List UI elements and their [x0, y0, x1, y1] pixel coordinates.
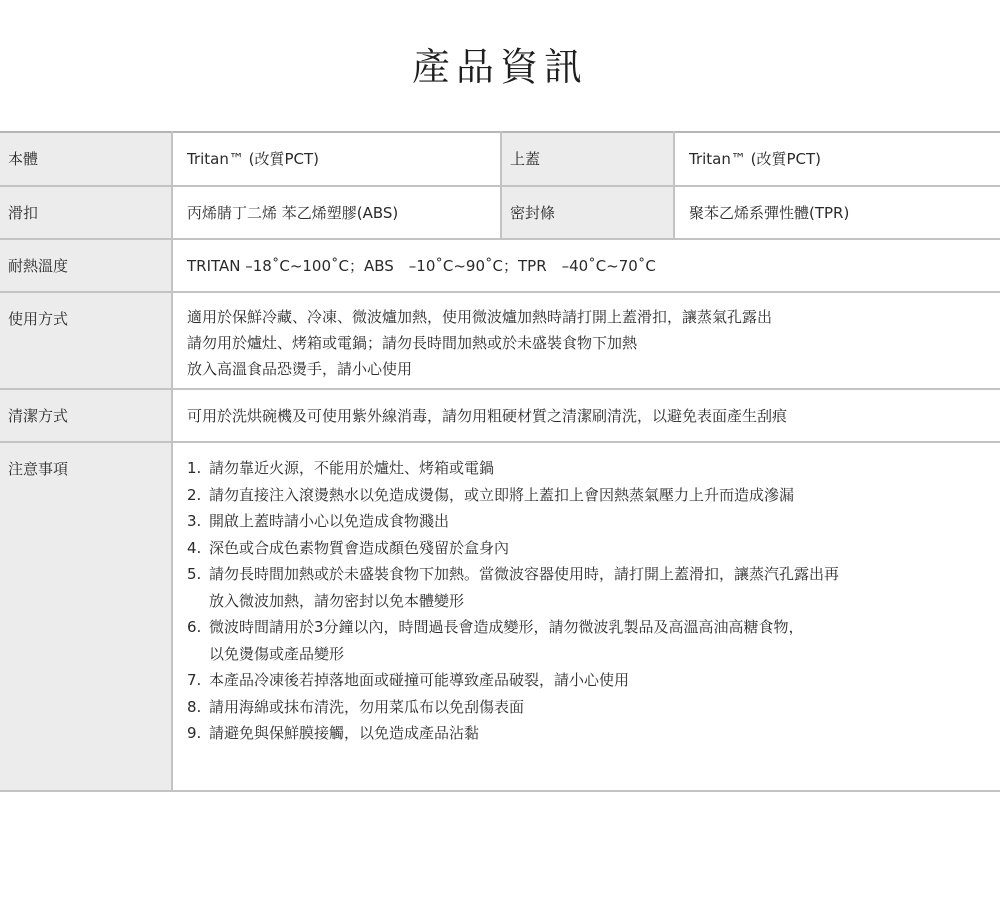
- list-item: 2. 請勿直接注入滾燙熱水以免造成燙傷，或立即將上蓋扣上會因熱蒸氣壓力上升而造成滲漏: [187, 485, 795, 504]
- row-label-cleaning: 清潔方式: [0, 389, 172, 442]
- row-value-lid: Tritan™ (改質PCT): [674, 132, 1000, 186]
- table-row-body: [0, 132, 1000, 186]
- row-label-heat: 耐熱溫度: [0, 239, 172, 292]
- row-label-lid: 上蓋: [501, 132, 674, 186]
- list-item: 5. 請勿長時間加熱或於未盛裝食物下加熱。當微波容器使用時，請打開上蓋滑扣，讓蒸汽孔露出再 放入微波加熱，請勿密封以免本體變形: [187, 565, 840, 610]
- row-label-seal: 密封條: [501, 186, 674, 239]
- usage-line: 放入高溫食品恐燙手，請小心使用: [187, 360, 413, 378]
- list-item: 8. 請用海綿或抹布清洗，勿用菜瓜布以免刮傷表面: [187, 697, 525, 716]
- row-label-usage: 使用方式: [0, 292, 172, 389]
- row-label-body: 本體: [0, 132, 172, 186]
- table-row-usage: [0, 292, 1000, 389]
- row-value-seal: 聚苯乙烯系彈性體(TPR): [674, 186, 1000, 239]
- list-item: 3. 開啟上蓋時請小心以免造成食物濺出: [187, 512, 450, 530]
- table-row-notes: [0, 442, 1000, 791]
- list-item: 1. 請勿靠近火源，不能用於爐灶、烤箱或電鍋: [187, 459, 495, 477]
- row-value-cleaning: 可用於洗烘碗機及可使用紫外線消毒，請勿用粗硬材質之清潔刷清洗，以避免表面產生刮痕: [172, 389, 1000, 442]
- row-value-latch: 丙烯腈丁二烯 苯乙烯塑膠(ABS): [172, 186, 501, 239]
- usage-line: 請勿用於爐灶、烤箱或電鍋；請勿長時間加熱或於未盛裝食物下加熱: [187, 334, 638, 352]
- table-row-heat: [0, 239, 1000, 292]
- row-label-notes: 注意事項: [0, 442, 172, 791]
- list-item: 4. 深色或合成色素物質會造成顏色殘留於盒身內: [187, 538, 510, 557]
- product-spec-table: [0, 131, 1000, 792]
- row-value-usage: [172, 292, 1000, 389]
- page-title: 產品資訊: [411, 45, 588, 89]
- list-item: 9. 請避免與保鮮膜接觸，以免造成產品沾黏: [187, 724, 480, 742]
- row-value-heat: TRITAN –18˚C~100˚C；ABS –10˚C~90˚C；TPR –40˚C~70˚C: [172, 239, 1000, 292]
- row-value-notes: [172, 442, 1000, 791]
- row-value-body: Tritan™ (改質PCT): [172, 132, 501, 186]
- usage-line: 適用於保鮮冷藏、冷凍、微波爐加熱，使用微波爐加熱時請打開上蓋滑扣，讓蒸氣孔露出: [187, 308, 773, 326]
- notes-list: [187, 455, 1000, 747]
- list-item: 7. 本產品冷凍後若掉落地面或碰撞可能導致產品破裂，請小心使用: [187, 671, 630, 689]
- row-label-latch: 滑扣: [0, 186, 172, 239]
- table-row-latch: [0, 186, 1000, 239]
- list-item: 6. 微波時間請用於3分鐘以內，時間過長會造成變形，請勿微波乳製品及高溫高油高糖食物， 以免燙傷或產品變形: [187, 618, 804, 663]
- table-row-cleaning: [0, 389, 1000, 442]
